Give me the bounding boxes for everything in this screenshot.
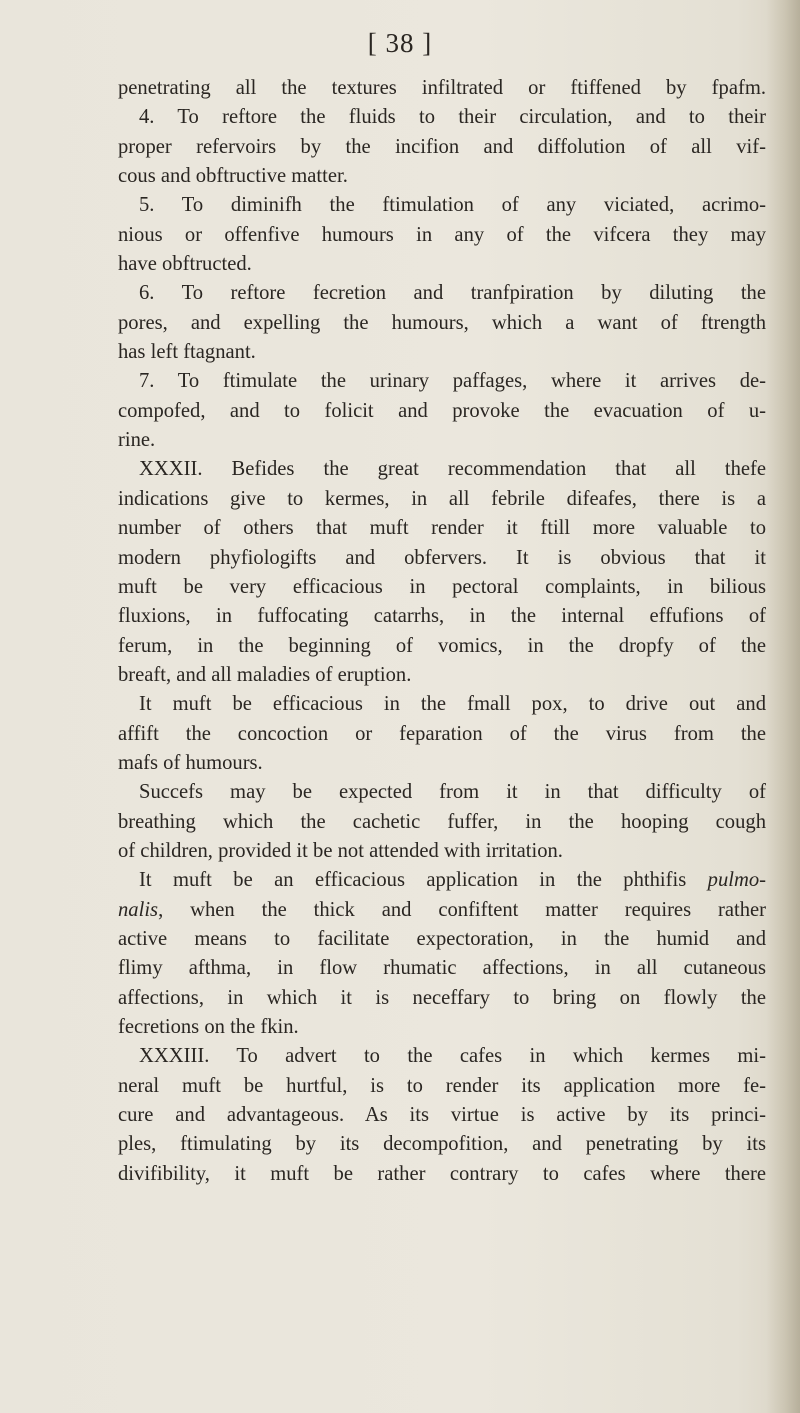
text-line: fluxions, in fuffocating catarrhs, in the internal effufions of xyxy=(118,605,766,628)
text-line: 5. To diminifh the ftimulation of any viciated, acrimo- xyxy=(139,194,766,217)
text-line: nious or offenfive humours in any of the vifcera they may xyxy=(118,223,766,246)
text-line: modern phyfiologifts and obfervers. It is obvious that it xyxy=(118,546,766,569)
text-line: flimy afthma, in flow rhumatic affections, in all cutaneous xyxy=(118,957,766,980)
text-line: proper refervoirs by the incifion and diffolution of all vif- xyxy=(118,135,766,158)
text-line: 6. To reftore fecretion and tranfpiration by diluting the xyxy=(139,282,766,305)
text-line: of children, provided it be not attended with irritation. xyxy=(118,839,563,862)
text-line: XXXIII. To advert to the cafes in which kermes mi- xyxy=(139,1045,766,1068)
text-line xyxy=(114,896,766,925)
text-line: penetrating all the textures infiltrated or ftiffened by fpafm. xyxy=(118,77,766,99)
text-line: muft be very efficacious in pectoral complaints, in bilious xyxy=(118,575,766,598)
text-line: ples, ftimulating by its decompofition, and penetrating by its xyxy=(118,1133,766,1156)
text-line-segment: , when the thick and confiftent matter requires rather xyxy=(158,898,766,921)
text-line: cous and obftructive matter. xyxy=(118,165,348,188)
text-line: 4. To reftore the fluids to their circulation, and to their xyxy=(139,106,766,129)
text-line: XXXII. Befides the great recommendation that all thefe xyxy=(139,458,766,481)
text-line: rine. xyxy=(118,429,156,452)
text-line: 7. To ftimulate the urinary paffages, where it arrives de- xyxy=(139,370,766,393)
text-line: fecretions on the fkin. xyxy=(118,1016,299,1038)
page-number-header: [ 38 ] xyxy=(367,28,433,58)
italic-term: pulmo- xyxy=(707,869,766,892)
body-text xyxy=(114,74,766,1189)
italic-term: nalis xyxy=(118,898,159,921)
text-line: ferum, in the beginning of vomics, in the dropfy of the xyxy=(118,634,766,657)
text-line: have obftructed. xyxy=(118,253,252,276)
text-line: compofed, and to folicit and provoke the evacuation of u- xyxy=(118,399,766,422)
text-line xyxy=(114,866,766,895)
text-line: It muft be efficacious in the fmall pox, to drive out and xyxy=(139,693,766,716)
text-line: mafs of humours. xyxy=(118,751,263,774)
text-line-segment: It muft be an efficacious application in the phthifis xyxy=(139,869,708,892)
text-line: active means to facilitate expectoration, in the humid and xyxy=(118,927,766,950)
text-line: pores, and expelling the humours, which a want of ftrength xyxy=(118,311,766,334)
text-line: indications give to kermes, in all febrile difeafes, there is a xyxy=(118,487,766,510)
text-line: affift the concoction or feparation of the virus from the xyxy=(118,722,766,745)
text-line: number of others that muft render it ftill more valuable to xyxy=(118,517,766,540)
page-edge-shadow xyxy=(766,0,800,1413)
text-line: breathing which the cachetic fuffer, in the hooping cough xyxy=(118,810,766,833)
text-line: cure and advantageous. As its virtue is active by its princi- xyxy=(118,1104,766,1127)
text-line: Succefs may be expected from it in that difficulty of xyxy=(139,781,766,804)
text-line: breaft, and all maladies of eruption. xyxy=(118,663,412,686)
text-line: affections, in which it is neceffary to bring on flowly the xyxy=(118,986,766,1009)
text-line: neral muft be hurtful, is to render its application more fe- xyxy=(118,1074,766,1097)
text-line: has left ftagnant. xyxy=(118,341,256,364)
text-line: divifibility, it muft be rather contrary to cafes where there xyxy=(118,1162,766,1185)
